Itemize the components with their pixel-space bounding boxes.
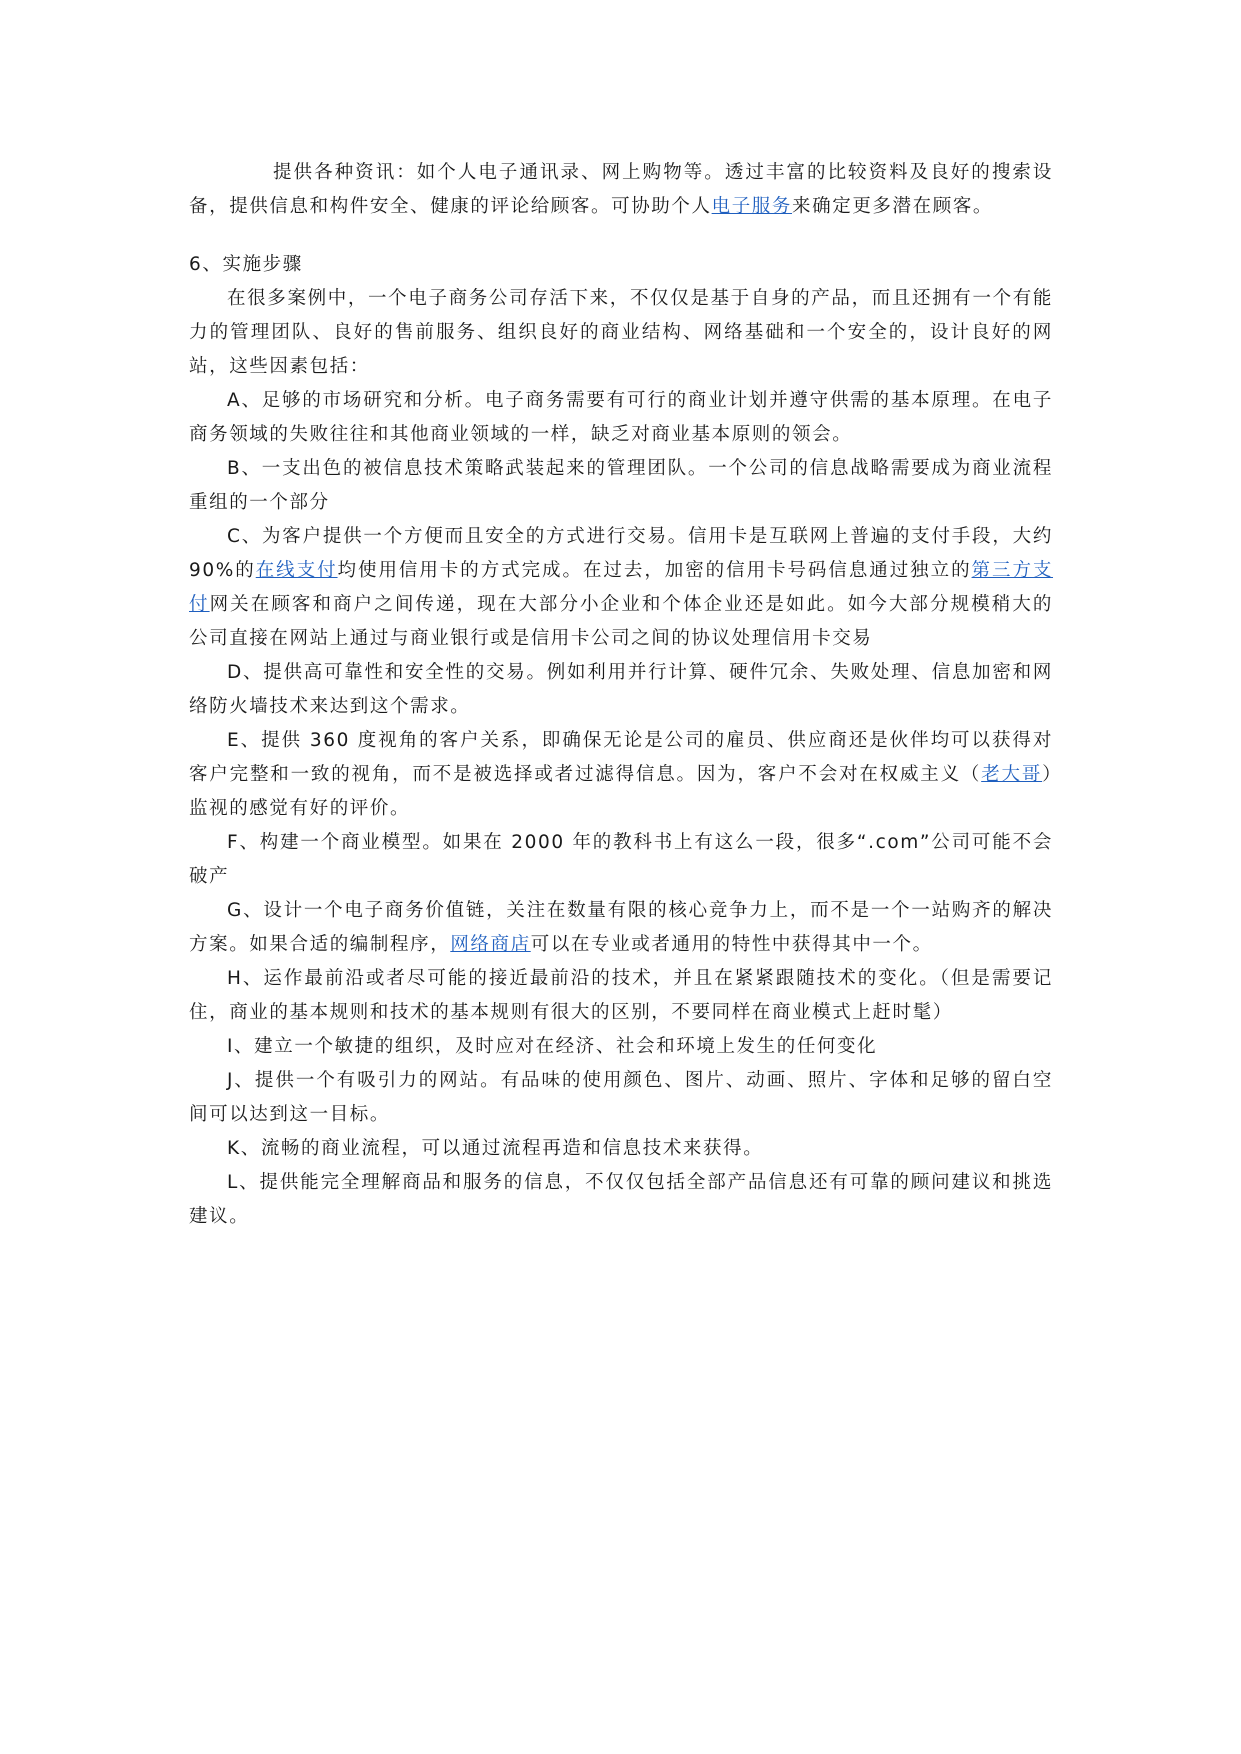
- link-third-party-payment[interactable]: 第三方支付: [189, 560, 1054, 615]
- item-b-paragraph: B、一支出色的被信息技术策略武装起来的管理团队。一个公司的信息战略需要成为商业流程重组的一个部分: [189, 458, 1053, 513]
- item-h-paragraph: H、运作最前沿或者尽可能的接近最前沿的技术，并且在紧紧跟随技术的变化。（但是需要记住，商业的基本规则和技术的基本规则有很大的区别，不要同样在商业模式上赶时髦）: [189, 968, 1053, 1023]
- section-heading: 6、实施步骤: [189, 254, 303, 275]
- item-g-text-2: 可以在专业或者通用的特性中获得其中一个。: [530, 934, 933, 955]
- item-c-text-1: C、为客户提供一个方便而且安全的方式进行交易。信用卡是互联网上普遍的支付手段，大约 90%的: [189, 526, 1053, 581]
- item-e-text-2: ）监视的感觉有好的评价。: [189, 764, 1053, 819]
- intro-paragraph: [189, 156, 1053, 224]
- item-f-paragraph: F、构建一个商业模型。如果在 2000 年的教科书上有这么一段，很多“.com”公司可能不会破产: [189, 832, 1053, 887]
- item-c-text-3: 网关在顾客和商户之间传递，现在大部分小企业和个体企业还是如此。如今大部分规模稍大的公司直接在网站上通过与商业银行或是信用卡公司之间的协议处理信用卡交易: [189, 594, 1053, 649]
- item-j-paragraph: J、提供一个有吸引力的网站。有品味的使用颜色、图片、动画、照片、字体和足够的留白空间可以达到这一目标。: [189, 1070, 1053, 1125]
- item-k-paragraph: K、流畅的商业流程，可以通过流程再造和信息技术来获得。: [227, 1138, 764, 1159]
- link-online-store[interactable]: 网络商店: [450, 934, 531, 955]
- section-lead-paragraph: 在很多案例中，一个电子商务公司存活下来，不仅仅是基于自身的产品，而且还拥有一个有能力的管理团队、良好的售前服务、组织良好的商业结构、网络基础和一个安全的，设计良好的网站，这些因素包括：: [189, 288, 1053, 377]
- item-l-paragraph: L、提供能完全理解商品和服务的信息，不仅仅包括全部产品信息还有可靠的顾问建议和挑选建议。: [189, 1172, 1053, 1227]
- intro-text-2: 来确定更多潜在顾客。: [792, 196, 994, 217]
- link-big-brother[interactable]: 老大哥: [981, 764, 1043, 785]
- item-c-text-2: 均使用信用卡的方式完成。在过去，加密的信用卡号码信息通过独立的: [337, 560, 972, 581]
- link-e-service[interactable]: 电子服务: [711, 196, 793, 217]
- item-d-paragraph: D、提供高可靠性和安全性的交易。例如利用并行计算、硬件冗余、失败处理、信息加密和网络防火墙技术来达到这个需求。: [189, 662, 1053, 717]
- item-g-text-1: G、设计一个电子商务价值链，关注在数量有限的核心竞争力上，而不是一个一站购齐的解决方案。如果合适的编制程序，: [189, 900, 1053, 955]
- item-g-paragraph: [189, 894, 1053, 962]
- item-e-paragraph: [189, 724, 1053, 826]
- item-i-paragraph: I、建立一个敏捷的组织，及时应对在经济、社会和环境上发生的任何变化: [227, 1036, 878, 1057]
- document-body: [189, 156, 1053, 1234]
- item-a-paragraph: A、足够的市场研究和分析。电子商务需要有可行的商业计划并遵守供需的基本原理。在电子商务领域的失败往往和其他商业领域的一样，缺乏对商业基本原则的领会。: [189, 390, 1053, 445]
- item-e-text-1: E、提供 360 度视角的客户关系，即确保无论是公司的雇员、供应商还是伙伴均可以获得对客户完整和一致的视角，而不是被选择或者过滤得信息。因为，客户不会对在权威主义（: [189, 730, 1053, 785]
- link-online-payment[interactable]: 在线支付: [255, 560, 338, 581]
- item-c-paragraph: [189, 520, 1053, 656]
- intro-text-1: 提供各种资讯：如个人电子通讯录、网上购物等。透过丰富的比较资料及良好的搜索设备，提供信息和构件安全、健康的评论给顾客。可协助个人: [189, 162, 1053, 217]
